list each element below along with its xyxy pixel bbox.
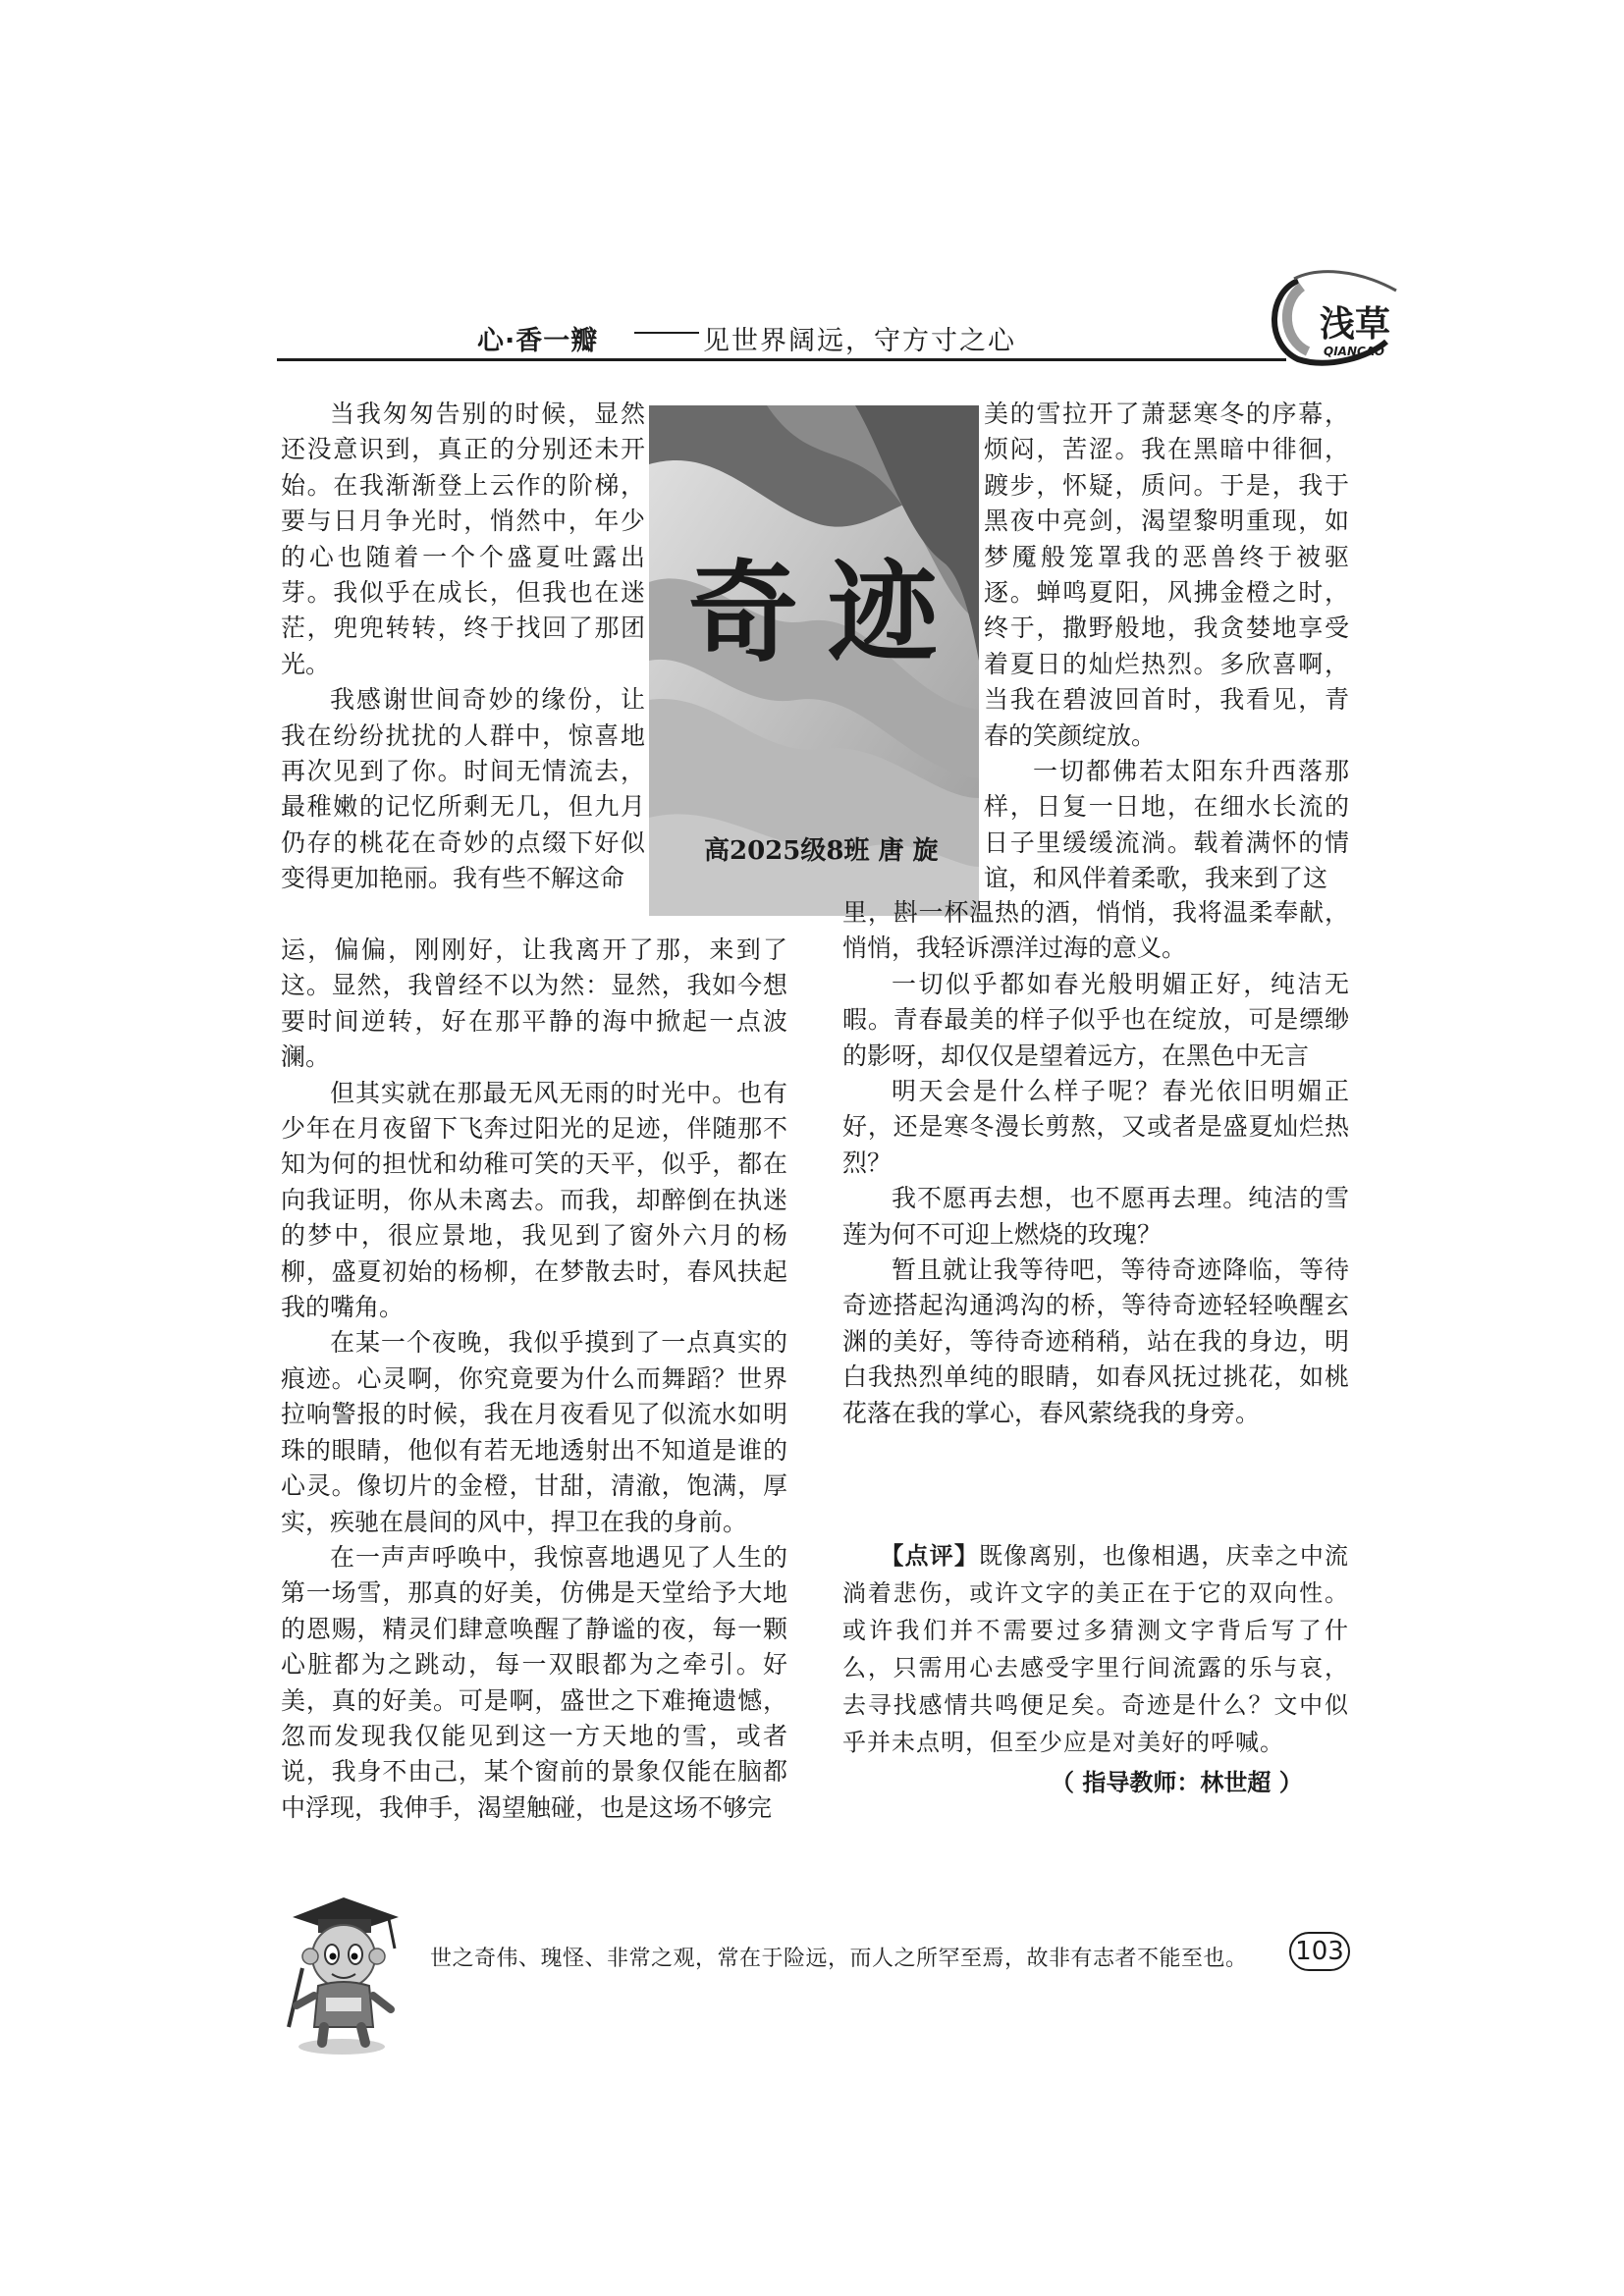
paragraph: 一切似乎都如春光般明媚正好，纯洁无暇。青春最美的样子似乎也在绽放，可是缥缈的影呀，却仅仅是望着远方，在黑色中无言 [842,969,1349,1070]
paragraph: 我感谢世间奇妙的缘份，让我在纷纷扰扰的人群中，惊喜地再次见到了你。时间无情流去，最稚嫩的记忆所剩无几，但九月仍存的桃花在奇妙的点缀下好似变得更加艳丽。我有些不解这命 [281,685,645,893]
comment-label: 【点评】 [880,1542,979,1570]
paragraph: 暂且就让我等待吧，等待奇迹降临，等待奇迹搭起沟通鸿沟的桥，等待奇迹轻轻唤醒玄渊的美好，等待奇迹稍稍，站在我的身边，明白我热烈单纯的眼睛，如春风抚过挑花，如桃花落在我的掌心，春风萦绕我的身旁。 [842,1255,1349,1427]
instructor-credit: （ 指导教师：林世超 ） [1051,1769,1303,1796]
column-left-top [281,397,645,897]
page-number: 103 [1289,1932,1350,1971]
paragraph: 明天会是什么样子呢？春光依旧明媚正好，还是寒冬漫长剪熬，又或者是盛夏灿烂热烈？ [842,1077,1349,1177]
paragraph: 我不愿再去想，也不愿再去理。纯洁的雪莲为何不可迎上燃烧的玫瑰？ [842,1184,1349,1249]
paragraph: 运，偏偏，刚刚好，让我离开了那，来到了这。显然，我曾经不以为然：显然，我如今想要时间逆转，好在那平静的海中掀起一点波澜。 [281,935,787,1072]
header-rule [277,358,1286,361]
logo-text: 浅草 [1320,304,1391,345]
paragraph: 美的雪拉开了萧瑟寒冬的序幕，烦闷，苦涩。我在黑暗中徘徊，踱步，怀疑，质问。于是，我于黑夜中亮剑，渴望黎明重现，如梦魇般笼罩我的恶兽终于被驱逐。蝉鸣夏阳，风拂金橙之时，终于，撒野般地，我贪婪地享受着夏日的灿烂热烈。多欣喜啊，当我在碧波回首时，我看见，青春的笑颜绽放。 [984,400,1349,750]
column-title: 心·香一瓣 [477,326,599,356]
paragraph: 但其实就在那最无风无雨的时光中。也有少年在月夜留下飞奔过阳光的足迹，伴随那不知为何的担忧和幼稚可笑的天平，似乎，都在向我证明，你从未离去。而我，却醉倒在执迷的梦中，很应景地，我见到了窗外六月的杨柳，盛夏初始的杨柳，在梦散去时，春风扶起我的嘴角。 [281,1078,787,1322]
mascot-icon [263,1880,420,2056]
column-left-bottom [281,933,787,1826]
paragraph: 一切都佛若太阳东升西落那样，日复一日地，在细水长流的日子里缓缓流淌。载着满怀的情谊，和风伴着柔歌，我来到了这 [984,757,1349,893]
article-byline: 高2025级8班 唐 旋 [704,836,939,866]
column-subtitle: 见世界阔远，守方寸之心 [703,326,1016,356]
column-right-bottom [842,895,1349,1431]
header-dash [634,332,699,334]
comment-text: 既像离别，也像相遇，庆幸之中流淌着悲伤，或许文字的美正在于它的双向性。或许我们并不需要过多猜测文字背后写了什么，只需用心去感受字里行间流露的乐与哀，去寻找感情共鸣便足矣。奇迹是什么？文中似乎并未点明，但至少应是对美好的呼喊。 [842,1542,1350,1756]
logo-emblem-icon [1259,263,1426,371]
paragraph: 里，斟一杯温热的酒，悄悄，我将温柔奉献，悄悄，我轻诉漂洋过海的意义。 [842,898,1349,963]
article-title: 奇迹 [688,549,967,677]
editor-comment [842,1537,1349,1761]
footer-motto: 世之奇伟、瑰怪、非常之观，常在于险远，而人之所罕至焉，故非有志者不能至也。 [430,1947,1248,1971]
column-right-top [984,397,1349,897]
paragraph: 在一声声呼唤中，我惊喜地遇见了人生的第一场雪，那真的好美，仿佛是天堂给予大地的恩赐，精灵们肆意唤醒了静谧的夜，每一颗心脏都为之跳动，每一双眼都为之牵引。好美，真的好美。可是啊，盛世之下难掩遗憾，忽而发现我仅能见到这一方天地的雪，或者说，我身不由己，某个窗前的景象仅能在脑都中浮现，我伸手，渴望触碰，也是这场不够完 [281,1542,787,1822]
paragraph: 当我匆匆告别的时候，显然还没意识到，真正的分别还未开始。在我渐渐登上云作的阶梯，要与日月争光时，悄然中，年少的心也随着一个个盛夏吐露出芽。我似乎在成长，但我也在迷茫，兜兜转转，终于找回了那团光。 [281,400,645,678]
paragraph: 在某一个夜晚，我似乎摸到了一点真实的痕迹。心灵啊，你究竟要为什么而舞蹈？世界拉响警报的时候，我在月夜看见了似流水如明珠的眼睛，他似有若无地透射出不知道是谁的心灵。像切片的金橙，甘甜，清澈，饱满，厚实，疾驰在晨间的风中，捍卫在我的身前。 [281,1328,787,1536]
logo-subtext: QIANCAO [1324,345,1384,358]
title-illustration [649,405,979,916]
